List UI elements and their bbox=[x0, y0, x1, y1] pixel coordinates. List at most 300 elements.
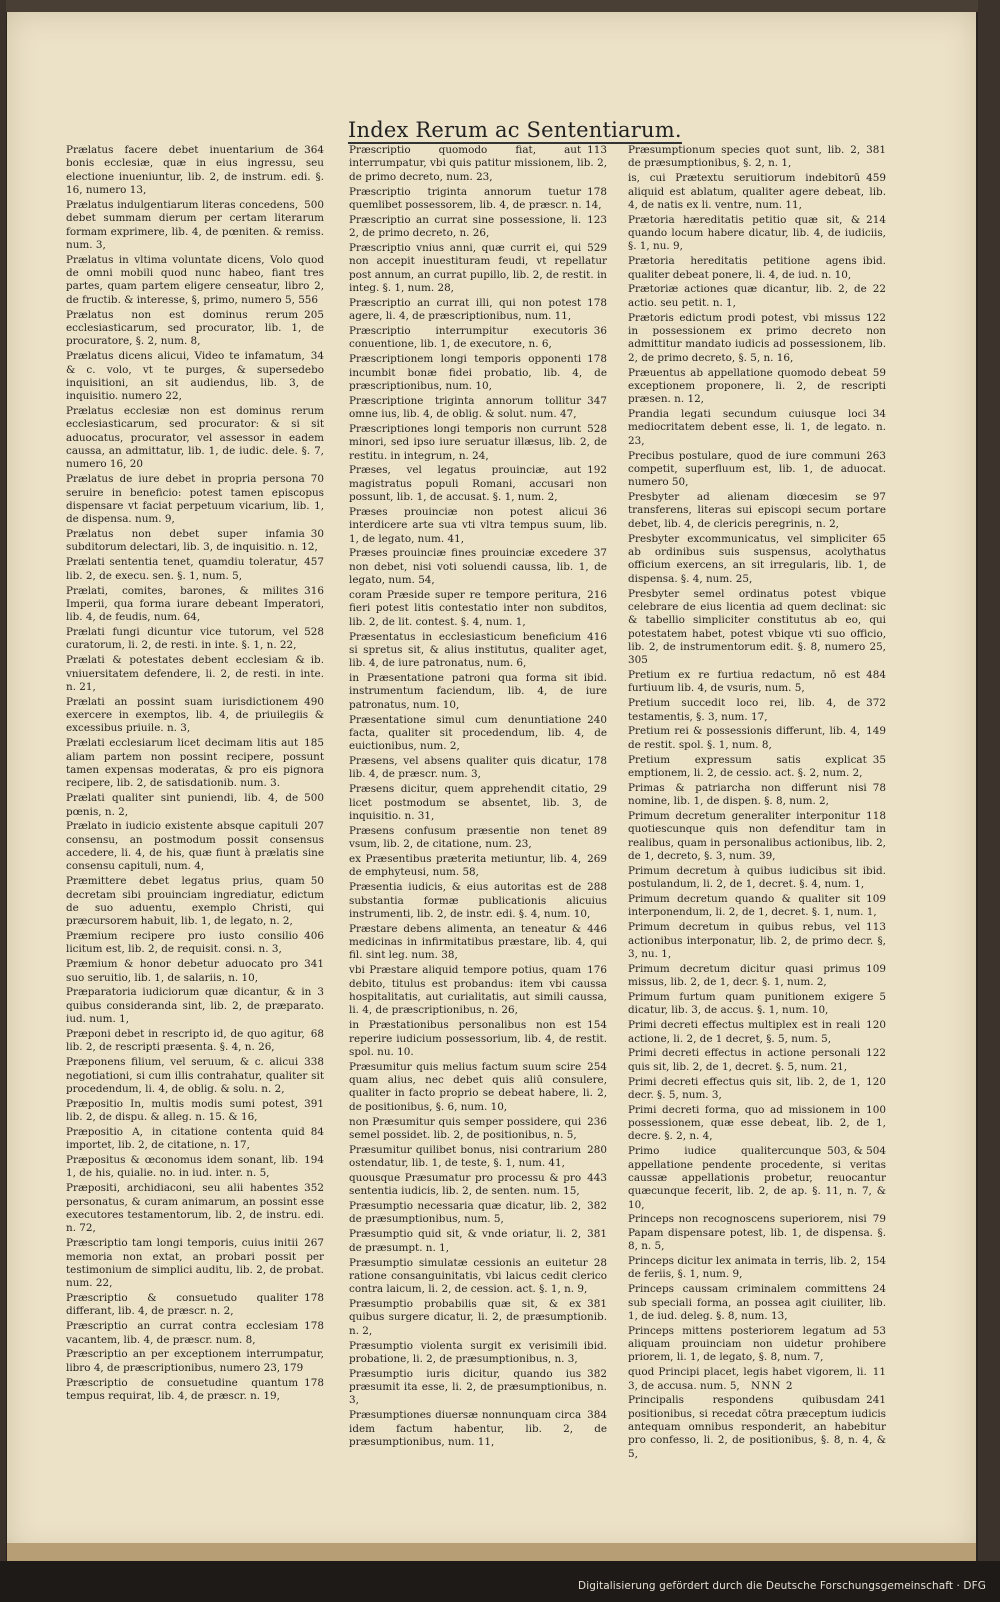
page-reference: 178 bbox=[304, 1320, 324, 1333]
entry-text: Præpositio A, in citatione contenta quid importet, lib. 2, de citatione, n. 17, bbox=[66, 1125, 305, 1152]
page-reference: 364 bbox=[304, 144, 324, 156]
page-reference: 29 bbox=[593, 783, 607, 796]
entry-text: Prætoria hereditatis petitione agens qualiter debeat ponere, li. 4, de iud. n. 10, bbox=[628, 255, 857, 281]
index-entry bbox=[349, 755, 607, 782]
signature-mark: NNN 2 bbox=[751, 1380, 794, 1392]
entry-text: Præsens, vel absens qualiter quis dicatur, lib. 4, de præscr. num. 3, bbox=[349, 755, 582, 781]
page-reference: 446 bbox=[587, 922, 607, 935]
index-entry bbox=[66, 1126, 324, 1153]
page-reference: 68 bbox=[310, 1028, 324, 1040]
entry-text: Præses prouinciæ non potest alicui interdicere arte sua vti vltra tempus suum, lib. 1, de legato, num. 41, bbox=[349, 505, 607, 545]
entry-text: Præses, vel legatus prouinciæ, aut magistratus populi Romani, accusari non possunt, lib. 1, de accusat. §. 1, num. 2, bbox=[349, 464, 607, 504]
entry-text: Prælati qualiter sint puniendi, lib. 4, de pœnis, n. 2, bbox=[66, 792, 299, 818]
index-entry bbox=[349, 923, 607, 963]
page-reference: 113 bbox=[587, 144, 607, 156]
page-reference: 176 bbox=[587, 964, 607, 977]
index-entry bbox=[349, 631, 607, 671]
index-entry bbox=[349, 144, 607, 184]
index-entry bbox=[628, 865, 886, 892]
index-entry bbox=[349, 1061, 607, 1114]
index-entry bbox=[628, 1283, 886, 1323]
page-reference: 89 bbox=[593, 824, 607, 837]
page-reference: 267 bbox=[304, 1237, 324, 1250]
index-entry bbox=[349, 464, 607, 504]
entry-text: Præsumptio simulatæ cessionis an euitetur ratione consanguinitatis, vbi laicus cedit clerico contra laicum, li. 2, de cession. act. §. 1, n. 9, bbox=[349, 1256, 607, 1296]
page-reference: 178 bbox=[587, 353, 607, 366]
page-reference: 528 bbox=[304, 626, 324, 639]
entry-text: Præuentus ab appellatione quomodo debeat exceptionem proponere, li. 2, de rescripti præsen. n. 12, bbox=[628, 366, 886, 406]
page-reference: 78 bbox=[872, 781, 886, 794]
page-reference: 59 bbox=[872, 366, 886, 379]
index-entry bbox=[66, 1028, 324, 1055]
page-reference: 154 bbox=[866, 1255, 886, 1267]
index-column-3 bbox=[628, 144, 886, 1463]
page-reference: 391 bbox=[304, 1097, 324, 1110]
entry-text: Princeps non recognoscens superiorem, nisi Papam dispensare potest, lib. 1, de dispensa. §. 8, n. 5, bbox=[628, 1213, 886, 1253]
index-entry bbox=[66, 958, 324, 985]
page-reference: 24 bbox=[872, 1283, 886, 1296]
entry-text: Prælati sententia tenet, quamdiu toleratur, lib. 2, de execu. sen. §. 1, num. 5, bbox=[66, 556, 299, 582]
index-entry bbox=[349, 395, 607, 422]
index-entry bbox=[349, 1019, 607, 1059]
index-entry bbox=[66, 1377, 324, 1404]
index-entry bbox=[628, 893, 886, 920]
entry-text: Præscriptio vnius anni, quæ currit ei, qui non accepit inuestituram feudi, vt repellatur post annum, an currat pupillo, lib. 2, de restit. in integ. §. 1, num. 28, bbox=[349, 241, 607, 294]
entry-text: Præpositi, archidiaconi, seu alii habentes personatus, & curam animarum, an possint esse executores testamentorum, lib. 2, de instru. edi. n. 72, bbox=[66, 1182, 324, 1235]
index-entry bbox=[66, 1056, 324, 1096]
entry-text: Presbyter excommunicatus, vel simpliciter ab ordinibus suis suspensus, acolythatus officium exercens, an sit irregularis, lib. 1, de dispensa. §. 4, num. 25, bbox=[628, 532, 886, 585]
entry-text: Præscriptio triginta annorum tuetur quemlibet possessorem, lib. 4, de præscr. n. 14, bbox=[349, 185, 602, 211]
index-entry bbox=[66, 144, 324, 197]
index-entry bbox=[628, 1019, 886, 1046]
page-reference: 216 bbox=[587, 589, 607, 601]
entry-text: Prælatus non est dominus rerum ecclesiasticarum, sed procurator, lib. 1, de procuratore, §. 2, num. 8, bbox=[66, 308, 324, 348]
index-entry bbox=[66, 1320, 324, 1347]
page-reference: 372 bbox=[866, 697, 886, 710]
entry-text: Præscriptio tam longi temporis, cuius initii memoria non extat, an probari possit per testimonium de simplici auditu, lib. 2, de probat. num. 22, bbox=[66, 1237, 324, 1290]
entry-text: quousque Præsumatur pro processu & pro sententia iudicis, lib. 2, de senten. num. 15, bbox=[349, 1171, 582, 1198]
page-reference: 178 bbox=[587, 755, 607, 768]
page-reference: 382 bbox=[587, 1200, 607, 1213]
entry-text: Princeps mittens posteriorem legatum ad aliquam prouinciam non uidetur prohibere priorem, li. 1, de legato, §. 8, num. 7, bbox=[628, 1324, 886, 1364]
page-reference: 35 bbox=[872, 753, 886, 766]
entry-text: Præsumptionum species quot sunt, lib. 2, de præsumptionibus, §. 2, n. 1, bbox=[628, 144, 861, 170]
entry-text: Pretium ex re furtiua redactum, nō est furtiuum lib. 4, de vsuris, num. 5, bbox=[628, 669, 861, 695]
page-reference: 205 bbox=[304, 308, 324, 321]
page-reference: ib. bbox=[310, 654, 324, 667]
entry-text: Prælati fungi dicuntur vice tutorum, vel curatorum, li. 2, de resti. in inte. §. 1, n. 22, bbox=[66, 626, 299, 652]
index-entry bbox=[628, 533, 886, 586]
entry-text: Præscriptio an per exceptionem interrumpatur, libro 4, de præscriptionibus, numero 23, 179 bbox=[66, 1348, 324, 1374]
digitization-credit: Digitalisierung gefördert durch die Deutsche Forschungsgemeinschaft · DFG bbox=[578, 1580, 986, 1592]
page-reference: 123 bbox=[587, 213, 607, 226]
index-entry bbox=[66, 820, 324, 873]
entry-text: in Præstationibus personalibus non est reperire iudicium possessorium, lib. 4, de restit. spol. nu. 10. bbox=[349, 1019, 607, 1058]
page-reference: 207 bbox=[304, 820, 324, 833]
entry-text: Pretium succedit loco rei, lib. 4, de testamentis, §. 3, num. 17, bbox=[628, 697, 861, 723]
entry-text: Prætoria hæreditatis petitio quæ sit, & quando locum habere dicatur, lib. 4, de iudiciis, §. 1, nu. 9, bbox=[628, 213, 886, 253]
index-entry bbox=[628, 963, 886, 990]
page-reference: 100 bbox=[866, 1103, 886, 1116]
index-entry bbox=[628, 1104, 886, 1144]
entry-text: Præmium & honor debetur aduocato pro suo seruitio, lib. 1, de salariis, n. 10, bbox=[66, 958, 299, 984]
index-entry bbox=[349, 1298, 607, 1338]
index-column-2 bbox=[349, 144, 607, 1451]
index-entry bbox=[66, 556, 324, 583]
index-entry bbox=[628, 1255, 886, 1282]
entry-text: Prandia legati secundum cuiusque loci mediocritatem debent esse, li. 1, de legato. n. 23, bbox=[628, 408, 886, 447]
index-entry bbox=[66, 930, 324, 957]
entry-text: Prælati & potestates debent ecclesiam & vniuersitatem defendere, li. 2, de resti. in inte. n. 21, bbox=[66, 654, 324, 693]
page-reference: 36 bbox=[593, 324, 607, 337]
entry-text: Præsumptiones diuersæ nonnunquam circa idem factum habentur, lib. 2, de præsumptionibus, num. 11, bbox=[349, 1409, 607, 1448]
index-entry bbox=[349, 297, 607, 324]
page-reference: 53 bbox=[872, 1324, 886, 1337]
entry-text: Præscriptio de consuetudine quantum tempus requirat, lib. 4, de præscr. n. 19, bbox=[66, 1376, 299, 1402]
entry-text: Princeps dicitur lex animata in terris, lib. 2, de feriis, §. 1, num. 9, bbox=[628, 1255, 861, 1281]
entry-text: Præmium recipere pro iusto consilio licitum est, lib. 2, de requisit. consi. n. 3, bbox=[66, 930, 299, 956]
index-entry bbox=[628, 810, 886, 863]
page-reference: ibid. bbox=[583, 672, 607, 685]
index-entry bbox=[349, 506, 607, 546]
entry-text: Primum decretum quando & qualiter sit interponendum, li. 2, de 1, decret. §. 1, num. 1, bbox=[628, 893, 877, 919]
index-entry bbox=[628, 697, 886, 724]
entry-text: Præsumptio probabilis quæ sit, & ex quibus surgere dicatur, li. 2, de præsumptionib. n. 2, bbox=[349, 1298, 607, 1337]
page-reference: 338 bbox=[304, 1056, 324, 1069]
entry-text: Præscriptio quomodo fiat, aut interrumpatur, vbi quis patitur missionem, lib. 2, de primo decreto, num. 23, bbox=[349, 144, 607, 183]
index-entry bbox=[628, 1076, 886, 1103]
entry-text: Præsens confusum præsentie non tenet vsum, lib. 2, de citatione, num. 23, bbox=[349, 824, 588, 851]
page-reference: 457 bbox=[304, 556, 324, 569]
entry-text: Prælatus indulgentiarum literas concedens, debet summam dierum per certam literarum formam exprimere, lib. 4, de pœniten. & remiss. num. 3, bbox=[66, 198, 324, 251]
page-reference: 109 bbox=[866, 893, 886, 906]
entry-text: Prætoriæ actiones quæ dicantur, lib. 2, de actio. seu petit. n. 1, bbox=[628, 283, 867, 309]
entry-text: Primum furtum quam punitionem exigere dicatur, lib. 3, de accus. §. 1, num. 10, bbox=[628, 990, 874, 1017]
index-entry bbox=[349, 853, 607, 880]
entry-text: vbi Præstare aliquid tempore potius, quam debito, titulus est probandus: item vbi caussa hospitalitatis, aut curialitatis, aut simili caussa, li. 4, de præscriptionibus, n. 26, bbox=[349, 964, 607, 1017]
index-entry bbox=[628, 754, 886, 781]
page-bottom-edge bbox=[7, 1543, 976, 1561]
page-reference: 490 bbox=[304, 695, 324, 708]
index-entry bbox=[349, 1409, 607, 1449]
index-entry bbox=[66, 737, 324, 790]
page-reference: 109 bbox=[866, 962, 886, 975]
index-entry bbox=[349, 1144, 607, 1171]
index-entry bbox=[628, 991, 886, 1018]
entry-text: Præscriptio an currat sine possessione, li. 2, de primo decreto, n. 26, bbox=[349, 213, 582, 240]
entry-text: Præscriptio an currat contra ecclesiam vacantem, lib. 4, de præscr. num. 8, bbox=[66, 1320, 299, 1346]
entry-text: Prælatus facere debet inuentarium de bonis ecclesiæ, quæ in eius ingressu, seu electione inueniuntur, lib. 2, de instrum. edi. §. 16, numero 13, bbox=[66, 144, 324, 197]
page-reference: 149 bbox=[866, 725, 886, 738]
page-reference: 484 bbox=[866, 669, 886, 682]
entry-text: Precibus postulare, quod de iure communi competit, superfluum est, lib. 1, de aduocat. numero 50, bbox=[628, 449, 886, 489]
entry-text: Pretium expressum satis explicat emptionem, li. 2, de cessio. act. §. 2, num. 2, bbox=[628, 753, 867, 779]
entry-text: Prælatus non debet super infamia subditorum delectari, lib. 3, de inquisitio. n. 12, bbox=[66, 528, 318, 554]
page-reference: 122 bbox=[866, 311, 886, 324]
entry-text: Primas & patriarcha non differunt nisi nomine, lib. 1, de dispen. §. 8, num. 2, bbox=[628, 781, 867, 808]
entry-text: Primum decretum dicitur quasi primus missus, lib. 2, de 1, decr. §. 1, num. 2, bbox=[628, 962, 861, 989]
entry-text: Præses prouinciæ fines prouinciæ excedere non debet, nisi voti soluendi caussa, lib. 1, de legato, num. 54, bbox=[349, 547, 607, 587]
index-entry bbox=[66, 405, 324, 472]
index-entry bbox=[349, 325, 607, 352]
index-entry bbox=[349, 672, 607, 712]
entry-text: Primum decretum generaliter interponitur quotiescunque quis non defenditur tam in realibus, quam in personalibus actionibus, lib. 2, de 1, decreto, §. 3, num. 39, bbox=[628, 810, 886, 863]
page-reference: 500 bbox=[304, 792, 324, 805]
index-entry bbox=[66, 254, 324, 307]
index-entry bbox=[66, 1292, 324, 1319]
index-entry bbox=[628, 1047, 886, 1074]
entry-text: Prætoris edictum prodi potest, vbi missus in possessionem ex primo decreto non admittitur mandato iudicis ad possessionem, lib. 2, de primo decreto, §. 5, n. 16, bbox=[628, 311, 886, 364]
index-entry bbox=[349, 353, 607, 393]
entry-text: Primum decretum in quibus rebus, vel actionibus interponatur, lib. 2, de primo decr. §, 3, nu. 1, bbox=[628, 921, 886, 960]
index-entry bbox=[349, 186, 607, 213]
index-entry bbox=[349, 1340, 607, 1367]
entry-text: Pretium rei & possessionis differunt, lib. 4, de restit. spol. §. 1, num. 8, bbox=[628, 725, 861, 751]
page-reference: 381 bbox=[587, 1228, 607, 1241]
page-reference: 65 bbox=[872, 532, 886, 545]
page-reference: 241 bbox=[866, 1394, 886, 1407]
entry-text: Præsumptio iuris dicitur, quando ius præsumit ita esse, li. 2, de præsumptionibus, n. 3, bbox=[349, 1367, 607, 1407]
page-reference: 288 bbox=[587, 881, 607, 894]
entry-text: Præmittere debet legatus prius, quam decretam sibi prouinciam ingrediatur, edictum de suo aduentu, exemplo Christi, qui præcursorem habuit, lib. 1, de legato, n. 2, bbox=[66, 875, 324, 928]
page-reference: 316 bbox=[304, 584, 324, 597]
entry-text: Præparatoria iudiciorum quæ dicantur, & in quibus consideranda sint, lib. 2, de præparato. iud. num. 1, bbox=[66, 986, 324, 1026]
index-entry bbox=[66, 986, 324, 1026]
page-reference: 5 bbox=[879, 990, 886, 1003]
page-reference: 34 bbox=[310, 350, 324, 363]
index-entry bbox=[66, 528, 324, 555]
entry-text: Præsens dicitur, quem apprehendit citatio, licet postmodum se absentet, lib. 3, de inquisitio. n. 31, bbox=[349, 783, 607, 822]
entry-text: Præsumptio violenta surgit ex verisimili probatione, li. 2, de præsumptionibus, n. 3, bbox=[349, 1339, 578, 1365]
page-reference: 384 bbox=[587, 1409, 607, 1422]
page-reference: 352 bbox=[304, 1182, 324, 1195]
page-reference: 120 bbox=[866, 1019, 886, 1032]
index-entry bbox=[628, 408, 886, 448]
index-entry bbox=[349, 214, 607, 241]
page-reference: 3 bbox=[317, 986, 324, 999]
entry-text: Prælati, comites, barones, & milites Imperii, qua forma iurare debeant Imperatori, lib. 4, de feudis, num. 64, bbox=[66, 584, 324, 624]
entry-text: Prælati an possint suam iurisdictionem exercere in exemptos, lib. 4, de priuilegiis & excessibus priuile. n. 3, bbox=[66, 695, 324, 735]
page-reference: 178 bbox=[587, 185, 607, 198]
page-reference: 382 bbox=[587, 1367, 607, 1380]
index-entry bbox=[628, 782, 886, 809]
entry-text: Prælatus ecclesiæ non est dominus rerum ecclesiasticarum, sed procurator: & si sit aduocatus, procurator, vel assessor in eadem caussa, an admittatur, lib. 1, de iudic. dele. §. 7, numero 16, 20 bbox=[66, 405, 324, 471]
entry-text: Præpositus & œconomus idem sonant, lib. 1, de his, quialie. no. in iud. inter. n. 5, bbox=[66, 1154, 299, 1180]
index-entry bbox=[66, 792, 324, 819]
index-entry bbox=[628, 144, 886, 171]
entry-text: quod Principi placet, legis habet vigorem, li. 3, de accusa. num. 5, bbox=[628, 1366, 867, 1392]
page-reference: 113 bbox=[866, 921, 886, 934]
index-entry bbox=[66, 1237, 324, 1290]
entry-text: ex Præsentibus præterita metiuntur, lib. 4, de emphyteusi, num. 58, bbox=[349, 853, 582, 879]
index-entry bbox=[66, 875, 324, 928]
index-entry bbox=[628, 725, 886, 752]
page-reference: 28 bbox=[593, 1256, 607, 1269]
entry-text: Presbyter semel ordinatus potest vbique celebrare de eius licentia ad quem declinat: sic & tabellio simpliciter constitutus ab eo, qui potestatem habet, potest vbique vti suo officio, lib. 2, de instrumentorum edit. §. 8, numero 25, 305 bbox=[628, 587, 886, 667]
entry-text: Præscriptio an currat illi, qui non potest agere, li. 4, de præscriptionibus, num. 11, bbox=[349, 296, 582, 323]
index-entry bbox=[628, 283, 886, 310]
index-entry bbox=[628, 1394, 886, 1461]
index-entry bbox=[349, 589, 607, 629]
page-reference: 79 bbox=[872, 1213, 886, 1226]
page-reference: 381 bbox=[866, 144, 886, 156]
page-reference: 50 bbox=[310, 875, 324, 888]
page-reference: 30 bbox=[310, 528, 324, 541]
entry-text: coram Præside super re tempore peritura, fieri potest litis contestatio inter non subditos, lib. 2, de lit. contest. §. 4, num. 1, bbox=[349, 589, 607, 628]
page-reference: 34 bbox=[872, 408, 886, 421]
page-reference: 529 bbox=[587, 241, 607, 254]
page-reference: 22 bbox=[872, 283, 886, 296]
page-reference: 254 bbox=[587, 1060, 607, 1073]
entry-text: Præsumitur quilibet bonus, nisi contrarium ostendatur, lib. 1, de teste, §. 1, num. 41, bbox=[349, 1143, 582, 1170]
index-entry bbox=[349, 1172, 607, 1199]
entry-text: is, cui Prætextu seruitiorum indebitorū aliquid est ablatum, qualiter agere debeat, lib. 4, de natis ex li. ventre, num. 11, bbox=[628, 172, 886, 211]
entry-text: Præsentatione simul cum denuntiatione facta, qualiter sit procedendum, lib. 4, de euictionibus, num. 2, bbox=[349, 713, 607, 753]
index-entry bbox=[66, 473, 324, 526]
index-entry bbox=[66, 350, 324, 403]
index-entry bbox=[628, 491, 886, 531]
index-entry bbox=[349, 547, 607, 587]
page-reference: 500 bbox=[304, 198, 324, 211]
entry-text: Prælatus in vltima voluntate dicens, Volo quod de omni mobili quod nunc habeo, fiant tres partes, quam partem eligere censeatur, libro 2, de fructib. & interesse, §, primo, numero 5, 556 bbox=[66, 253, 324, 306]
page-reference: 84 bbox=[310, 1125, 324, 1138]
page-reference: 11 bbox=[872, 1366, 886, 1379]
page-reference: 263 bbox=[866, 449, 886, 462]
page-reference: 122 bbox=[866, 1047, 886, 1060]
index-entry bbox=[349, 242, 607, 295]
index-entry bbox=[349, 423, 607, 463]
page-reference: 37 bbox=[593, 547, 607, 560]
entry-text: Præsentatus in ecclesiasticum beneficium si spretus sit, & alius institutus, qualiter aget, lib. 4, de iure patronatus, num. 6, bbox=[349, 630, 607, 670]
entry-text: Præstare debens alimenta, an teneatur & medicinas in infirmitatibus præstare, lib. 4, qui fil. sint leg. num. 38, bbox=[349, 922, 607, 962]
index-entry bbox=[66, 199, 324, 252]
page-reference: 443 bbox=[587, 1171, 607, 1184]
page-reference: ibid. bbox=[862, 255, 886, 268]
page-reference: 36 bbox=[593, 505, 607, 518]
entry-text: Prælato in iudicio existente absque capituli consensu, an postmodum possit consensus accedere, li. 4, de his, quæ fiunt à prælatis sine consensu capituli, num. 4, bbox=[66, 820, 324, 873]
index-entry bbox=[349, 1200, 607, 1227]
index-entry bbox=[628, 1325, 886, 1365]
entry-text: Prælatus de iure debet in propria persona seruire in beneficio: potest tamen episcopus dispensare vt faciat perpetuum vicarium, lib. 1, de dispensa. num. 9, bbox=[66, 473, 324, 526]
index-entry bbox=[66, 585, 324, 625]
page-title: Index Rerum ac Sententiarum. bbox=[348, 118, 682, 142]
entry-text: Primi decreti effectus quis sit, lib. 2, de 1, decr. §. 5, num. 3, bbox=[628, 1075, 861, 1101]
entry-text: Princeps caussam criminalem committens sub speciali forma, an possea agit ciuiliter, lib. 1, de iud. deleg. §. 8, num. 13, bbox=[628, 1283, 886, 1322]
entry-text: Præscriptionem longi temporis opponenti incumbit bonæ fidei probatio, lib. 4, de præscriptionibus, num. 10, bbox=[349, 353, 607, 392]
entry-text: Præscriptio interrumpitur executoris conuentione, lib. 1, de executore, n. 6, bbox=[349, 324, 588, 351]
page-reference: 406 bbox=[304, 930, 324, 943]
index-entry bbox=[349, 1257, 607, 1297]
entry-text: Primi decreti effectus multiplex est in reali actione, li. 2, de 1 decret, §. 5, num. 5, bbox=[628, 1019, 861, 1045]
index-entry bbox=[349, 825, 607, 852]
entry-text: Præsumptio necessaria quæ dicatur, lib. 2, de præsumptionibus, num. 5, bbox=[349, 1200, 582, 1226]
page-reference: 70 bbox=[310, 473, 324, 486]
entry-text: in Præsentatione patroni qua forma sit instrumentum faciendum, lib. 4, de iure patronatus, num. 10, bbox=[349, 672, 607, 711]
index-entry bbox=[349, 1116, 607, 1143]
page-reference: 381 bbox=[587, 1298, 607, 1311]
page-reference: ibid. bbox=[583, 1339, 607, 1352]
index-entry bbox=[349, 714, 607, 754]
entry-text: Primi decreti effectus in actione personali quis sit, lib. 2, de 1, decret. §. 5, num. 21, bbox=[628, 1047, 861, 1073]
index-entry bbox=[66, 1154, 324, 1181]
page-reference: 178 bbox=[304, 1292, 324, 1305]
index-entry bbox=[349, 881, 607, 921]
entry-text: Prælati ecclesiarum licet decimam litis aut aliam partem non possint recipere, possunt tamen expensas moderatas, & pro eis pignora recipere, lib. 2, de satisdationib. num. 3. bbox=[66, 737, 324, 790]
index-entry bbox=[349, 1368, 607, 1408]
page-reference: 341 bbox=[304, 958, 324, 971]
page-reference: 459 bbox=[866, 172, 886, 185]
index-entry bbox=[628, 1213, 886, 1253]
entry-text: Præponens filium, vel seruum, & c. alicui negotiationi, si cum illis contrahatur, qualiter sit procedendum, li. 4, de oblig. & solu. n. 2, bbox=[66, 1056, 324, 1095]
page-reference: 280 bbox=[587, 1143, 607, 1156]
page-reference: 185 bbox=[304, 737, 324, 750]
index-entry bbox=[628, 921, 886, 961]
scan-frame-right bbox=[978, 0, 1000, 1602]
index-entry bbox=[66, 309, 324, 349]
page-reference: 120 bbox=[866, 1075, 886, 1088]
index-entry bbox=[66, 696, 324, 736]
index-entry bbox=[628, 669, 886, 696]
index-column-1 bbox=[66, 144, 324, 1405]
page-reference: 528 bbox=[587, 422, 607, 435]
index-entry bbox=[628, 367, 886, 407]
entry-text: Principalis respondens quibusdam positionibus, si recedat cōtra præceptum iudicis antequam omnibus responderit, an habebitur pro confesso, li. 2, de positionibus, §. 8, n. 4, & 5, bbox=[628, 1394, 886, 1460]
scan-frame-top bbox=[0, 0, 1000, 12]
entry-text: Primum decretum à quibus iudicibus sit postulandum, li. 2, de 1, decret. §. 4, num. 1, bbox=[628, 864, 865, 891]
entry-text: Præpositio In, multis modis sumi potest, lib. 2, de dispu. & alleg. n. 15. & 16, bbox=[66, 1097, 299, 1124]
entry-text: Præscriptiones longi temporis non currunt minori, sed ipso iure seruatur illæsus, lib. 2, de restitu. in integrum, n. 24, bbox=[349, 422, 607, 462]
index-entry bbox=[628, 588, 886, 668]
page-reference: 192 bbox=[587, 464, 607, 477]
entry-text: Præsentia iudicis, & eius autoritas est de substantia formæ publicationis alicuius instrumenti, lib. 2, de instr. edi. §. 4, num. 10, bbox=[349, 881, 607, 920]
page-reference: ibid. bbox=[862, 864, 886, 877]
index-entry bbox=[628, 450, 886, 490]
index-entry bbox=[66, 626, 324, 653]
index-entry bbox=[66, 1348, 324, 1375]
page-reference: 503, & 504 bbox=[827, 1145, 886, 1158]
index-entry bbox=[349, 783, 607, 823]
entry-text: Primi decreti forma, quo ad missionem in possessionem, quæ esse debeat, lib. 2, de 1, decre. §. 2, n. 4, bbox=[628, 1103, 886, 1143]
page-reference: 97 bbox=[872, 491, 886, 504]
index-entry bbox=[628, 172, 886, 212]
index-entry bbox=[628, 1145, 886, 1212]
page-reference: 178 bbox=[304, 1376, 324, 1389]
entry-text: Præsumitur quis melius factum suum scire quam alius, nec debet quis aliū consulere, qualiter in facto proprio se debeat habere, li. 2, de positionibus, §. 6, num. 10, bbox=[349, 1060, 607, 1113]
entry-text: Præsumptio quid sit, & vnde oriatur, li. 2, de præsumpt. n. 1, bbox=[349, 1228, 582, 1254]
scan-frame-left bbox=[0, 0, 6, 1602]
page-reference: 416 bbox=[587, 630, 607, 643]
index-entry bbox=[349, 1228, 607, 1255]
page-reference: 240 bbox=[587, 713, 607, 726]
index-entry bbox=[628, 255, 886, 282]
index-entry bbox=[628, 312, 886, 365]
entry-text: Prælatus dicens alicui, Video te infamatum, & c. volo, vt te purges, & supersedebo inquisitioni, an sit audiendus, lib. 3, de inquisitio. numero 22, bbox=[66, 350, 324, 403]
entry-text: Præponi debet in rescripto id, de quo agitur, lib. 2, de rescripti præsenta. §. 4, n. 26, bbox=[66, 1028, 305, 1054]
entry-text: non Præsumitur quis semper possidere, qui semel possidet. lib. 2, de positionibus, n. 5, bbox=[349, 1115, 582, 1141]
entry-text: Presbyter ad alienam diœcesim se transferens, literas sui episcopi secum portare debet, lib. 4, de clericis peregrinis, n. 2, bbox=[628, 491, 886, 530]
entry-text: Præscriptione triginta annorum tollitur omne ius, lib. 4, de oblig. & solut. num. 47, bbox=[349, 394, 582, 421]
page-reference: 154 bbox=[587, 1019, 607, 1032]
page-reference: 347 bbox=[587, 394, 607, 407]
page-reference: 214 bbox=[866, 213, 886, 226]
page-reference: 236 bbox=[587, 1115, 607, 1128]
entry-text: Præscriptio & consuetudo qualiter differant, lib. 4, de præscr. n. 2, bbox=[66, 1292, 299, 1318]
index-entry bbox=[349, 964, 607, 1017]
index-entry bbox=[66, 1098, 324, 1125]
entry-text: Primo iudice qualitercunque appellatione pendente procedente, si veritas caussæ appellationis probetur, reuocantur quæcunque fecerit, lib. 2, de ap. §. 11, n. 7, & 10, bbox=[628, 1145, 886, 1211]
page-reference: 118 bbox=[866, 810, 886, 822]
index-entry bbox=[66, 654, 324, 694]
